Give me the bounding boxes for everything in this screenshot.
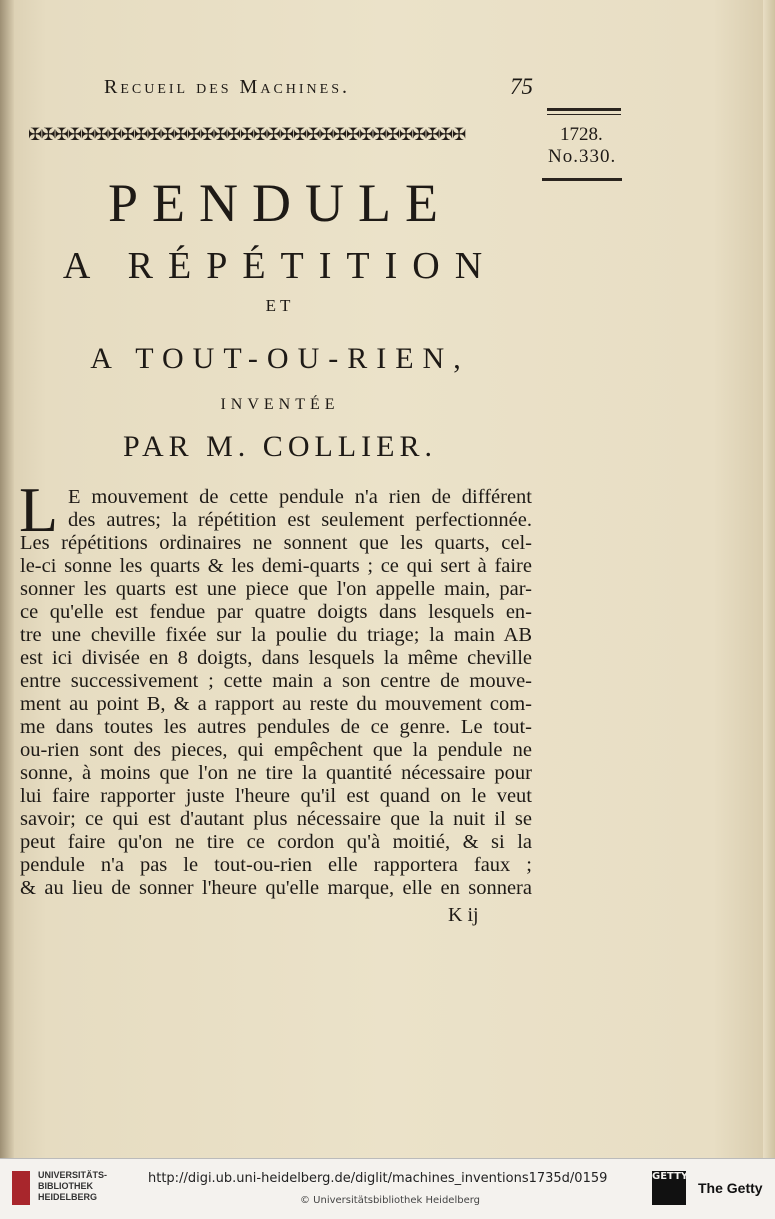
ornamental-border: ✠✠✠✠✠✠✠✠✠✠✠✠✠✠✠✠✠✠✠✠✠✠✠✠✠✠✠✠✠✠✠✠✠ (28, 125, 466, 145)
body-line: & au lieu de sonner l'heure qu'elle marque, elle en sonnera (20, 877, 532, 899)
title-line-5: INVENTÉE (220, 396, 340, 413)
viewer-footer (0, 1158, 775, 1219)
partner-name: The Getty (698, 1180, 763, 1196)
university-library-name (38, 1170, 107, 1203)
body-line: Les répétitions ordinaires ne sonnent que les quarts, cel- (20, 532, 532, 554)
body-line: le-ci sonne les quarts & les demi-quarts ; ce qui sert à faire (20, 555, 532, 577)
body-line: ou-rien sont des pieces, qui empêchent que la pendule ne (20, 739, 532, 761)
margin-year: 1728. (560, 124, 603, 145)
getty-logo-icon (652, 1171, 689, 1205)
library-name-line: UNIVERSITÄTS- (38, 1170, 108, 1180)
body-line: lui faire rapporter juste l'heure qu'il est quand on le veut (20, 785, 532, 807)
signature-mark: K ij (448, 904, 479, 926)
title-line-6: PAR M. COLLIER. (123, 430, 437, 463)
margin-rule-top-thin (547, 114, 621, 115)
page-number: 75 (510, 74, 533, 99)
running-title: Recueil des Machines. (104, 76, 351, 98)
permalink-url[interactable]: http://digi.ub.uni-heidelberg.de/diglit/machines_inventions1735d/0159 (148, 1171, 608, 1186)
library-name-line: HEIDELBERG (38, 1192, 98, 1202)
margin-entry-number: No.330. (548, 146, 617, 167)
page-edge-shadow (763, 0, 775, 1158)
body-line: ment au point B, & a rapport au reste du mouvement com- (20, 693, 532, 715)
drop-cap: L (19, 474, 59, 545)
body-line: me dans toutes les autres pendules de ce genre. Le tout- (20, 716, 532, 738)
body-line: des autres; la répétition est seulement perfectionnée. (68, 509, 532, 531)
title-line-4: A TOUT-OU-RIEN, (90, 342, 470, 375)
body-line: savoir; ce qui est d'autant plus nécessaire que la nuit il se (20, 808, 532, 830)
body-line: entre successivement ; cette main a son centre de mouve- (20, 670, 532, 692)
body-line: sonner les quarts est une piece que l'on appelle main, par- (20, 578, 532, 600)
copyright-notice: © Universitätsbibliothek Heidelberg (300, 1195, 481, 1206)
margin-rule-top (547, 108, 621, 111)
title-line-2: A RÉPÉTITION (62, 245, 498, 287)
body-line: sonne, à moins que l'on ne tire la quantité nécessaire pour (20, 762, 532, 784)
body-line: pendule n'a pas le tout-ou-rien elle rapportera faux ; (20, 854, 532, 876)
body-line: est ici divisée en 8 doigts, dans lesquels la même cheville (20, 647, 532, 669)
title-line-1: PENDULE (108, 173, 452, 233)
body-line: tre une cheville fixée sur la poulie du triage; la main AB (20, 624, 532, 646)
body-line: peut faire qu'on ne tire ce cordon qu'à moitié, & si la (20, 831, 532, 853)
university-library-logo-icon (12, 1171, 30, 1205)
getty-logo-text: GETTY (652, 1171, 689, 1182)
title-line-3: ET (265, 296, 295, 315)
body-line: ce qu'elle est fendue par quatre doigts dans lesquels en- (20, 601, 532, 623)
body-line: E mouvement de cette pendule n'a rien de différent (68, 486, 532, 508)
library-name-line: BIBLIOTHEK (38, 1181, 93, 1191)
